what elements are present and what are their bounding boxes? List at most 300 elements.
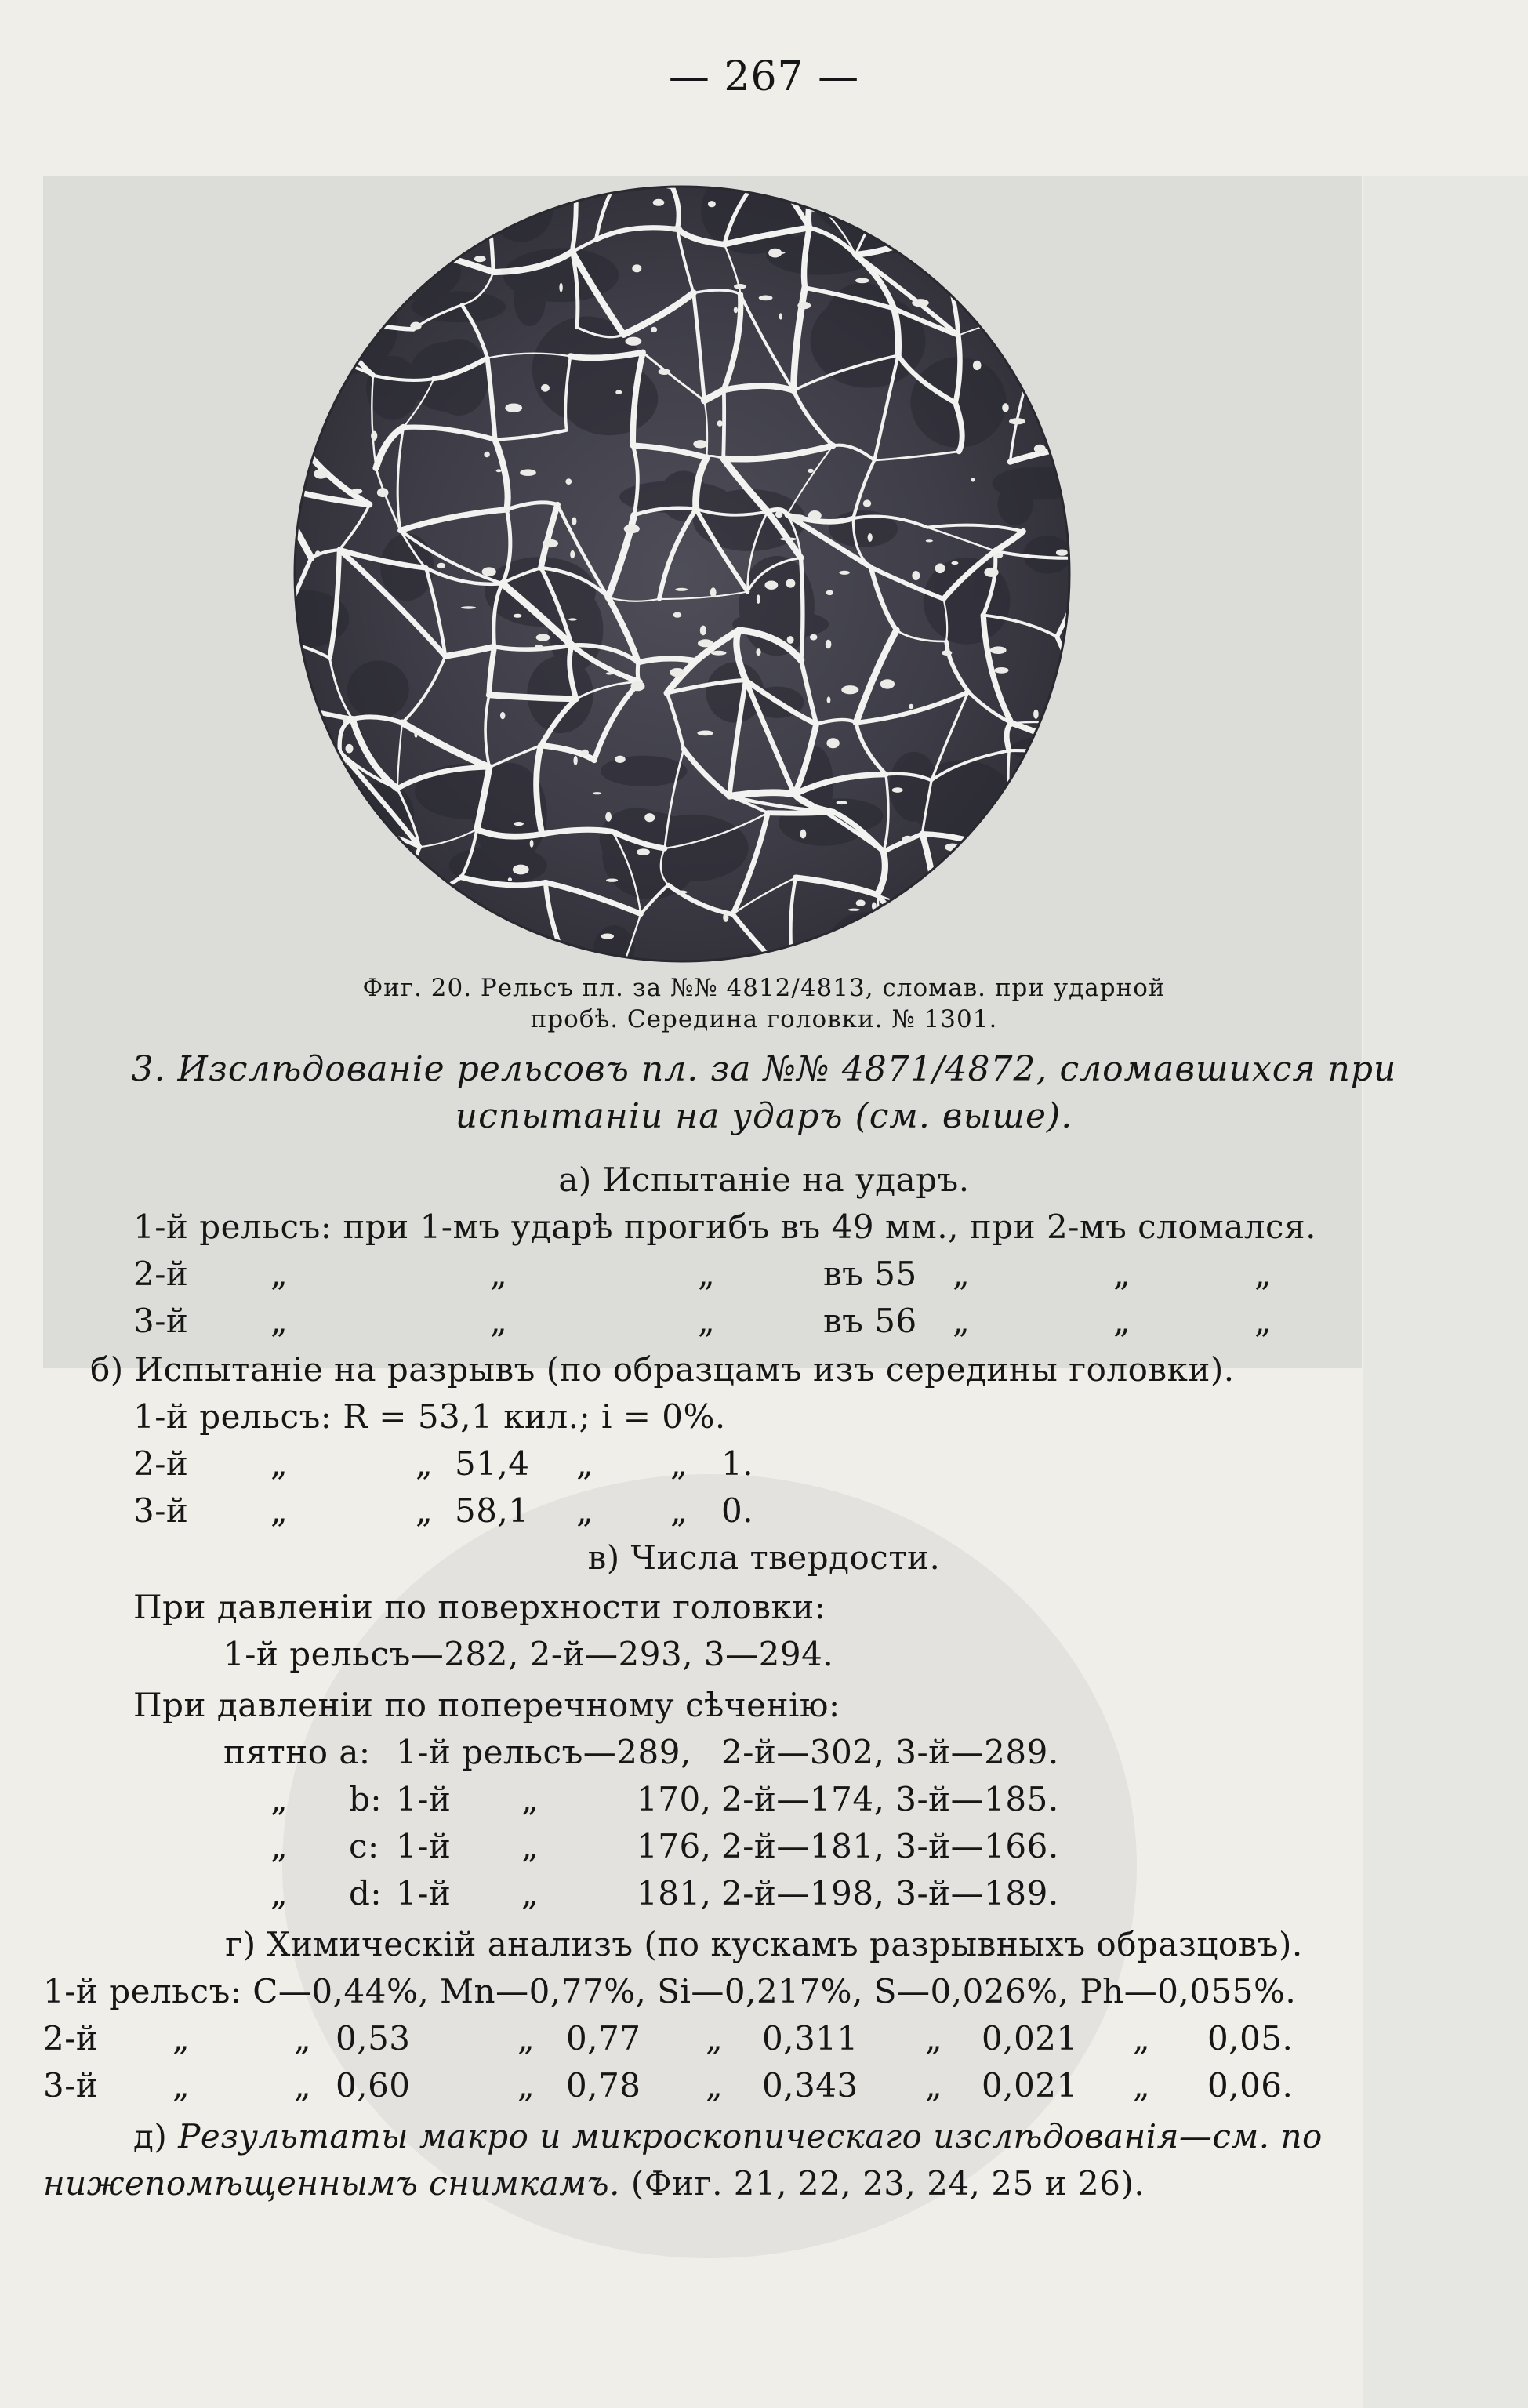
grain-blob — [415, 764, 522, 819]
ferrite-speck — [973, 361, 982, 370]
ferrite-speck — [888, 931, 894, 935]
grain-boundary — [290, 762, 292, 854]
ferrite-speck — [800, 830, 807, 839]
ferrite-speck — [826, 738, 839, 748]
ditto-mark: „ — [517, 2066, 535, 2105]
grain-boundary — [290, 445, 301, 485]
ditto-mark: „ — [172, 2019, 191, 2058]
ferrite-speck — [740, 182, 745, 191]
ferrite-speck — [1009, 418, 1025, 424]
ferrite-speck — [484, 452, 489, 457]
ferrite-speck — [787, 636, 794, 644]
ferrite-speck — [670, 226, 683, 231]
grain-blob — [290, 881, 356, 966]
ferrite-speck — [1045, 416, 1049, 425]
grain-boundary — [944, 953, 1022, 966]
grain-blob — [514, 271, 546, 326]
ferrite-speck — [817, 194, 833, 198]
ditto-mark: „ — [521, 1780, 539, 1818]
ferrite-speck — [494, 923, 510, 926]
tensile-heading: б) Испытаніе на разрывъ (по образцамъ изъ середины головки). — [90, 1350, 1235, 1389]
ferrite-speck — [810, 634, 818, 641]
ferrite-speck — [659, 369, 671, 375]
ferrite-speck — [670, 668, 684, 677]
ferrite-speck — [710, 587, 717, 597]
grain-boundary — [1012, 837, 1074, 861]
ditto-mark: „ — [294, 2019, 312, 2058]
grain-boundary — [290, 885, 336, 906]
ferrite-speck — [912, 571, 920, 580]
ferrite-speck — [1034, 445, 1046, 453]
page-edge-shadow — [1363, 176, 1528, 2408]
ferrite-speck — [768, 251, 785, 254]
ferrite-speck — [372, 820, 375, 823]
ferrite-speck — [570, 550, 575, 558]
ferrite-speck — [880, 679, 895, 688]
ferrite-speck — [698, 639, 713, 647]
row-label: 2-й — [133, 1444, 189, 1483]
grain-blob — [1025, 193, 1074, 285]
results-line-2 — [43, 2164, 1145, 2203]
ditto-mark: „ — [925, 2066, 943, 2105]
ferrite-speck — [314, 469, 328, 479]
ferrite-speck — [299, 703, 314, 712]
ditto-mark: „ — [1113, 1255, 1131, 1293]
ferrite-speck — [984, 568, 998, 577]
grain-boundary — [811, 196, 879, 209]
grain-boundary — [672, 182, 769, 186]
ferrite-speck — [827, 696, 831, 703]
ferrite-speck — [723, 913, 728, 922]
ditto-mark: „ — [1254, 1255, 1272, 1293]
ferrite-speck — [581, 750, 589, 756]
ferrite-speck — [912, 891, 916, 901]
ferrite-speck — [606, 672, 612, 674]
section-title-line2: испытаніи на ударъ (см. выше). — [455, 1096, 1073, 1136]
ferrite-speck — [514, 822, 524, 826]
grain-blob — [998, 483, 1033, 525]
ferrite-speck — [474, 256, 486, 262]
grain-boundary — [960, 182, 985, 186]
figure-references: (Фиг. 21, 22, 23, 24, 25 и 26). — [630, 2164, 1145, 2203]
ferrite-speck — [779, 313, 782, 319]
ditto-mark: „ — [294, 2066, 312, 2105]
ferrite-speck — [923, 249, 928, 256]
hardness-surface-intro: При давленіи по поверхности головки: — [133, 1588, 826, 1626]
grain-boundary — [351, 964, 401, 966]
ditto-mark: „ — [706, 2019, 724, 2058]
ferrite-speck — [615, 756, 626, 763]
row-text: R = 53,1 кил.; i = 0%. — [343, 1397, 726, 1436]
grain-blob — [1017, 834, 1074, 916]
ferrite-speck — [346, 744, 354, 754]
ferrite-speck — [1068, 923, 1075, 929]
ferrite-speck — [637, 848, 650, 855]
ferrite-speck — [626, 337, 642, 346]
grain-boundary — [938, 896, 1018, 917]
grain-boundary — [1034, 356, 1074, 393]
row-value: въ 56 — [823, 1302, 917, 1340]
ferrite-speck — [894, 190, 907, 199]
grain-blob — [290, 243, 316, 326]
grain-boundary — [877, 895, 945, 966]
ferrite-speck — [808, 469, 814, 473]
ferrite-speck — [573, 756, 577, 765]
ditto-mark: „ — [953, 1302, 971, 1340]
figure-caption-line1: Фиг. 20. Рельсъ пл. за №№ 4812/4813, сломав. при ударной — [362, 974, 1166, 1002]
ferrite-speck — [990, 646, 1007, 654]
hardness-heading: в) Числа твердости. — [587, 1538, 941, 1577]
ferrite-speck — [912, 299, 929, 307]
ferrite-speck — [299, 963, 313, 966]
impact-heading: а) Испытаніе на ударъ. — [558, 1160, 970, 1199]
ditto-mark: „ — [521, 1874, 539, 1912]
chemical-row-1: 1-й рельсъ: C—0,44%, Mn—0,77%, Si—0,217%, S—0,026%, Ph—0,055%. — [43, 1972, 1297, 2010]
ditto-mark: „ — [416, 1491, 434, 1530]
ferrite-speck — [461, 606, 476, 608]
ditto-mark: „ — [490, 1302, 508, 1340]
ferrite-speck — [442, 915, 454, 924]
ferrite-speck — [1049, 220, 1055, 223]
ferrite-speck — [790, 514, 806, 522]
grain-boundary — [354, 246, 400, 262]
spot-value: 181, — [637, 1874, 712, 1912]
ferrite-speck — [1029, 789, 1041, 796]
grain-blob — [561, 362, 658, 435]
grain-boundary — [931, 186, 960, 229]
ferrite-speck — [337, 843, 346, 848]
grain-boundary — [290, 853, 292, 884]
row-label: 1-й рельсъ: — [133, 1208, 332, 1246]
ferrite-speck — [541, 384, 550, 392]
ditto-mark: „ — [1133, 2066, 1151, 2105]
ferrite-speck — [632, 264, 641, 272]
ferrite-speck — [848, 909, 860, 911]
grain-boundary — [1006, 321, 1034, 356]
ditto-mark: „ — [670, 1491, 688, 1530]
ferrite-speck — [675, 588, 688, 591]
spot-label: c: — [349, 1827, 379, 1865]
ditto-mark: „ — [270, 1874, 289, 1912]
ferrite-speck — [856, 900, 866, 906]
ferrite-speck — [543, 539, 558, 547]
ferrite-speck — [734, 284, 746, 289]
ferrite-speck — [624, 525, 640, 533]
ferrite-speck — [765, 581, 779, 590]
ferrite-speck — [482, 567, 496, 576]
ferrite-speck — [826, 640, 832, 649]
grain-boundary — [768, 812, 833, 813]
spot-rest: 2-й—198, 3-й—189. — [721, 1874, 1059, 1912]
ferrite-speck — [926, 539, 933, 542]
ditto-mark: „ — [698, 1255, 716, 1293]
ferrite-speck — [510, 960, 514, 966]
row-label: 3-й — [133, 1491, 189, 1530]
ditto-mark: „ — [270, 1491, 289, 1530]
grain-boundary — [354, 182, 362, 262]
ferrite-speck — [995, 553, 1004, 558]
grain-boundary — [336, 835, 376, 906]
ferrite-speck — [437, 563, 445, 568]
ferrite-speck — [410, 322, 421, 330]
ferrite-speck — [855, 278, 869, 284]
ferrite-speck — [734, 307, 738, 313]
grain-boundary — [801, 558, 803, 660]
ditto-mark: „ — [698, 1302, 716, 1340]
row-value: 58,1 — [455, 1491, 530, 1530]
ditto-mark: „ — [270, 1302, 289, 1340]
grain-boundary — [938, 917, 945, 966]
ferrite-speck — [315, 550, 321, 557]
ferrite-speck — [371, 431, 377, 441]
ferrite-speck — [332, 285, 347, 291]
grain-boundary — [1070, 182, 1074, 256]
ferrite-speck — [615, 390, 622, 394]
ferrite-speck — [892, 787, 903, 793]
grain-blob — [989, 804, 1074, 894]
ditto-mark: „ — [576, 1491, 594, 1530]
grain-boundary — [1018, 896, 1022, 953]
ferrite-speck — [756, 648, 760, 656]
ditto-mark: „ — [172, 2066, 191, 2105]
ferrite-speck — [1033, 710, 1039, 719]
grain-boundary — [1010, 861, 1018, 896]
ferrite-speck — [500, 712, 505, 719]
spot-rail: 1-й рельсъ—289, — [396, 1733, 691, 1771]
ditto-mark: „ — [953, 1255, 971, 1293]
carbon-value: 0,53 — [336, 2019, 411, 2058]
ditto-mark: „ — [270, 1255, 289, 1293]
ditto-mark: „ — [576, 1444, 594, 1483]
ferrite-speck — [994, 667, 1008, 674]
grain-boundary — [1044, 879, 1050, 966]
ferrite-speck — [351, 489, 362, 494]
ferrite-speck — [676, 891, 687, 894]
ferrite-speck — [951, 561, 958, 565]
ferrite-speck — [935, 564, 945, 574]
grain-boundary — [729, 793, 794, 797]
ferrite-speck — [1004, 895, 1011, 903]
ferrite-speck — [568, 618, 577, 620]
ferrite-speck — [330, 890, 336, 899]
chemical-heading: г) Химическій анализъ (по кускамъ разрывныхъ образцовъ). — [225, 1925, 1303, 1963]
row-text: при 1-мъ ударѣ прогибъ въ 49 мм., при 2-мъ сломался. — [343, 1208, 1316, 1246]
grain-boundary — [1022, 953, 1051, 966]
grain-boundary — [1006, 303, 1074, 321]
grain-blob — [350, 783, 414, 844]
figure-caption-line2: пробѣ. Середина головки. № 1301. — [530, 1005, 998, 1033]
ditto-mark: „ — [925, 2019, 943, 2058]
ferrite-speck — [309, 433, 314, 435]
ferrite-speck — [909, 704, 913, 710]
ferrite-speck — [520, 469, 536, 476]
grain-boundary — [290, 194, 354, 263]
grain-boundary — [1048, 837, 1074, 880]
grain-blob — [347, 661, 409, 719]
ferrite-speck — [559, 283, 562, 292]
grain-boundary — [984, 247, 1074, 256]
ferrite-speck — [780, 538, 797, 541]
page-number: — 267 — — [668, 53, 860, 100]
grain-blob — [910, 760, 1014, 842]
grain-boundary — [808, 196, 810, 228]
silicon-value: 0,311 — [762, 2019, 858, 2058]
grain-boundary — [984, 249, 1006, 321]
ditto-mark: „ — [1113, 1302, 1131, 1340]
grain-boundary — [400, 182, 421, 246]
ferrite-speck — [826, 590, 833, 596]
ferrite-speck — [530, 840, 534, 848]
row-label: 3-й — [133, 1302, 189, 1340]
row-label: 2-й — [133, 1255, 189, 1293]
grain-boundary — [292, 835, 376, 853]
grain-boundary — [489, 695, 576, 699]
ferrite-speck — [1011, 831, 1027, 834]
ferrite-speck — [786, 579, 795, 587]
hardness-surface-values: 1-й рельсъ—282, 2-й—293, 3—294. — [223, 1635, 834, 1673]
ferrite-speck — [1039, 752, 1052, 760]
ditto-mark: „ — [517, 2019, 535, 2058]
ferrite-speck — [711, 651, 727, 656]
ferrite-speck — [358, 877, 363, 881]
spot-rail: 1-й — [396, 1827, 452, 1865]
row-label: 1-й рельсъ: — [133, 1397, 332, 1436]
micrograph-image — [290, 182, 1074, 966]
grain-blob — [706, 663, 764, 723]
ditto-mark: „ — [521, 1827, 539, 1865]
ferrite-speck — [496, 469, 502, 472]
ferrite-speck — [472, 231, 483, 241]
ferrite-speck — [605, 812, 612, 822]
ferrite-speck — [651, 327, 657, 332]
ditto-mark: „ — [670, 1444, 688, 1483]
sulfur-value: 0,021 — [982, 2019, 1078, 2058]
ferrite-speck — [1013, 776, 1029, 780]
ferrite-speck — [565, 478, 572, 485]
grain-boundary — [290, 711, 312, 762]
ferrite-speck — [841, 685, 858, 694]
ferrite-speck — [928, 267, 944, 270]
spot-rest: 2-й—302, 3-й—289. — [721, 1733, 1059, 1771]
ditto-mark: „ — [270, 1444, 289, 1483]
grain-boundary — [290, 182, 359, 194]
ferrite-speck — [501, 268, 511, 274]
ferrite-speck — [372, 910, 389, 913]
ditto-mark: „ — [1254, 1302, 1272, 1340]
ferrite-speck — [572, 518, 576, 525]
ferrite-speck — [775, 511, 782, 518]
ferrite-speck — [808, 510, 822, 521]
ferrite-speck — [700, 626, 706, 636]
ferrite-speck — [837, 801, 847, 804]
grain-blob — [1023, 220, 1074, 301]
ferrite-speck — [644, 813, 655, 822]
grain-blob — [368, 839, 417, 883]
grain-boundary — [290, 751, 340, 762]
grain-boundary — [877, 895, 938, 917]
row-value: 51,4 — [455, 1444, 530, 1483]
row-label: 2-й — [43, 2019, 99, 2058]
grain-blob — [975, 182, 1045, 224]
ditto-mark: „ — [416, 1444, 434, 1483]
ferrite-speck — [495, 964, 510, 966]
ferrite-speck — [535, 645, 543, 648]
row-value: въ 55 — [823, 1255, 917, 1293]
ferrite-speck — [452, 191, 468, 199]
grain-boundary — [1018, 879, 1048, 895]
spot-rail: 1-й — [396, 1780, 452, 1818]
spot-label: пятно a: — [223, 1733, 371, 1771]
section-title-line1: 3. Изслѣдованіе рельсовъ пл. за №№ 4871/4872, сломавшихся при — [131, 1049, 1397, 1089]
grain-boundary — [298, 361, 304, 445]
ferrite-speck — [536, 634, 550, 641]
ferrite-speck — [673, 612, 682, 618]
grain-boundary — [488, 182, 573, 207]
grain-blob — [309, 227, 369, 279]
grain-boundary — [336, 906, 401, 913]
spot-rest: 2-й—174, 3-й—185. — [721, 1780, 1059, 1818]
ditto-mark: „ — [1133, 2019, 1151, 2058]
ferrite-speck — [942, 650, 952, 656]
sulfur-value: 0,021 — [982, 2066, 1078, 2105]
row-value: 0. — [721, 1491, 754, 1530]
grain-boundary — [868, 946, 945, 966]
ditto-mark: „ — [706, 2066, 724, 2105]
spot-label: d: — [349, 1874, 383, 1912]
grain-blob — [955, 198, 1062, 287]
grain-boundary — [793, 946, 867, 966]
grain-blob — [920, 215, 973, 278]
ferrite-speck — [757, 594, 760, 604]
ferrite-speck — [1002, 403, 1009, 412]
silicon-value: 0,343 — [762, 2066, 858, 2105]
spot-value: 176, — [637, 1827, 712, 1865]
grain-boundary — [336, 906, 351, 964]
ferrite-speck — [631, 681, 645, 692]
grain-blob — [601, 756, 688, 786]
grain-blob — [888, 182, 932, 246]
grain-boundary — [336, 262, 354, 316]
ferrite-speck — [377, 488, 389, 497]
carbon-value: 0,60 — [336, 2066, 411, 2105]
ferrite-speck — [593, 792, 601, 794]
ferrite-speck — [505, 404, 522, 412]
ferrite-speck — [343, 716, 347, 724]
grain-blob — [362, 902, 474, 937]
ferrite-speck — [797, 302, 811, 309]
grain-blob — [602, 812, 699, 899]
ferrite-speck — [653, 199, 665, 206]
phosphorus-value: 0,05. — [1207, 2019, 1294, 2058]
results-line-1 — [133, 2117, 1323, 2156]
results-text: нижепомѣщеннымъ снимкамъ. — [43, 2164, 620, 2203]
ferrite-speck — [514, 614, 522, 618]
ferrite-speck — [513, 865, 529, 875]
spot-rest: 2-й—181, 3-й—166. — [721, 1827, 1059, 1865]
ferrite-speck — [474, 216, 484, 223]
ferrite-speck — [606, 879, 618, 882]
ferrite-speck — [1056, 550, 1068, 556]
manganese-value: 0,78 — [566, 2066, 641, 2105]
grain-boundary — [878, 186, 960, 208]
spot-rail: 1-й — [396, 1874, 452, 1912]
manganese-value: 0,77 — [566, 2019, 641, 2058]
impact-row-1 — [133, 1208, 1316, 1246]
row-label: 3-й — [43, 2066, 99, 2105]
grain-boundary — [401, 877, 461, 913]
tensile-row-1 — [133, 1397, 726, 1436]
hardness-cross-intro: При давленіи по поперечному сѣченію: — [133, 1686, 840, 1724]
